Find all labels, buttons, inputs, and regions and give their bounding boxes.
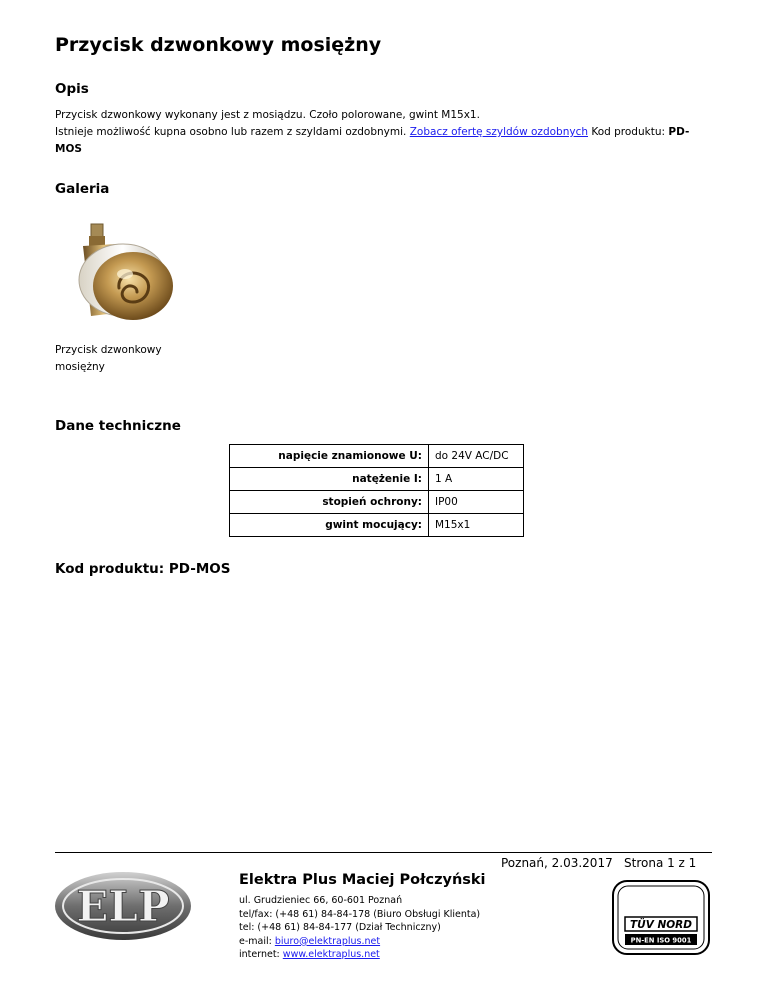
product-code-heading: Kod produktu: PD-MOS <box>55 561 231 577</box>
brass-button-photo <box>55 208 200 340</box>
gallery-caption <box>55 342 162 376</box>
company-email-line <box>239 935 480 949</box>
company-logo <box>53 870 193 942</box>
spec-value: 1 A <box>429 468 524 491</box>
logo-text: ELP <box>76 882 170 931</box>
table-row <box>230 514 524 537</box>
spec-value: IP00 <box>429 491 524 514</box>
email-label: e-mail: <box>239 935 272 947</box>
company-telfax: tel/fax: (+48 61) 84-84-178 (Biuro Obsługi Klienta) <box>239 908 481 920</box>
gallery-heading: Galeria <box>55 181 110 197</box>
description-line2-prefix: Istnieje możliwość kupna osobno lub razem z szyldami ozdobnymi. <box>55 126 407 138</box>
elp-logo-icon <box>53 870 193 942</box>
description-text <box>55 107 715 158</box>
company-tel: tel: (+48 61) 84-84-177 (Dział Techniczny) <box>239 922 441 934</box>
email-link[interactable]: biuro@elektraplus.net <box>274 935 381 947</box>
spec-label: natężenie I: <box>230 468 429 491</box>
certification-badge <box>612 880 710 955</box>
spec-value: M15x1 <box>429 514 524 537</box>
page-title: Przycisk dzwonkowy mosiężny <box>55 34 382 56</box>
tuv-nord-cert-icon <box>612 880 710 955</box>
company-name: Elektra Plus Maciej Połczyński <box>239 872 486 888</box>
shields-offer-link[interactable]: Zobacz ofertę szyldów ozdobnych <box>409 126 588 138</box>
spec-label: stopień ochrony: <box>230 491 429 514</box>
company-contact <box>239 894 480 962</box>
description-heading: Opis <box>55 81 89 97</box>
company-website-line <box>239 948 480 962</box>
description-code-value: PD-MOS <box>55 126 690 155</box>
table-row <box>230 445 524 468</box>
cert-standard-text: PN-EN ISO 9001 <box>630 936 692 945</box>
website-link[interactable]: www.elektraplus.net <box>282 949 380 961</box>
footer-date: Poznań, 2.03.2017 <box>501 856 613 870</box>
table-row <box>230 491 524 514</box>
description-line2 <box>55 124 715 158</box>
cert-brand-text: TÜV NORD <box>630 919 692 931</box>
footer-divider <box>55 852 712 853</box>
gallery-caption-line2: mosiężny <box>55 361 105 373</box>
description-line1: Przycisk dzwonkowy wykonany jest z mosiądzu. Czoło polorowane, gwint M15x1. <box>55 109 480 121</box>
table-row <box>230 468 524 491</box>
company-address: ul. Grudzieniec 66, 60-601 Poznań <box>239 895 403 906</box>
internet-label: internet: <box>239 949 280 961</box>
spec-label: napięcie znamionowe U: <box>230 445 429 468</box>
spec-value: do 24V AC/DC <box>429 445 524 468</box>
description-code-label: Kod produktu: <box>591 126 666 138</box>
spec-label: gwint mocujący: <box>230 514 429 537</box>
product-image[interactable] <box>55 208 200 340</box>
specs-table <box>229 444 524 537</box>
gallery-caption-line1: Przycisk dzwonkowy <box>55 344 162 356</box>
specs-heading: Dane techniczne <box>55 418 181 434</box>
footer-page-number: Strona 1 z 1 <box>624 856 697 870</box>
